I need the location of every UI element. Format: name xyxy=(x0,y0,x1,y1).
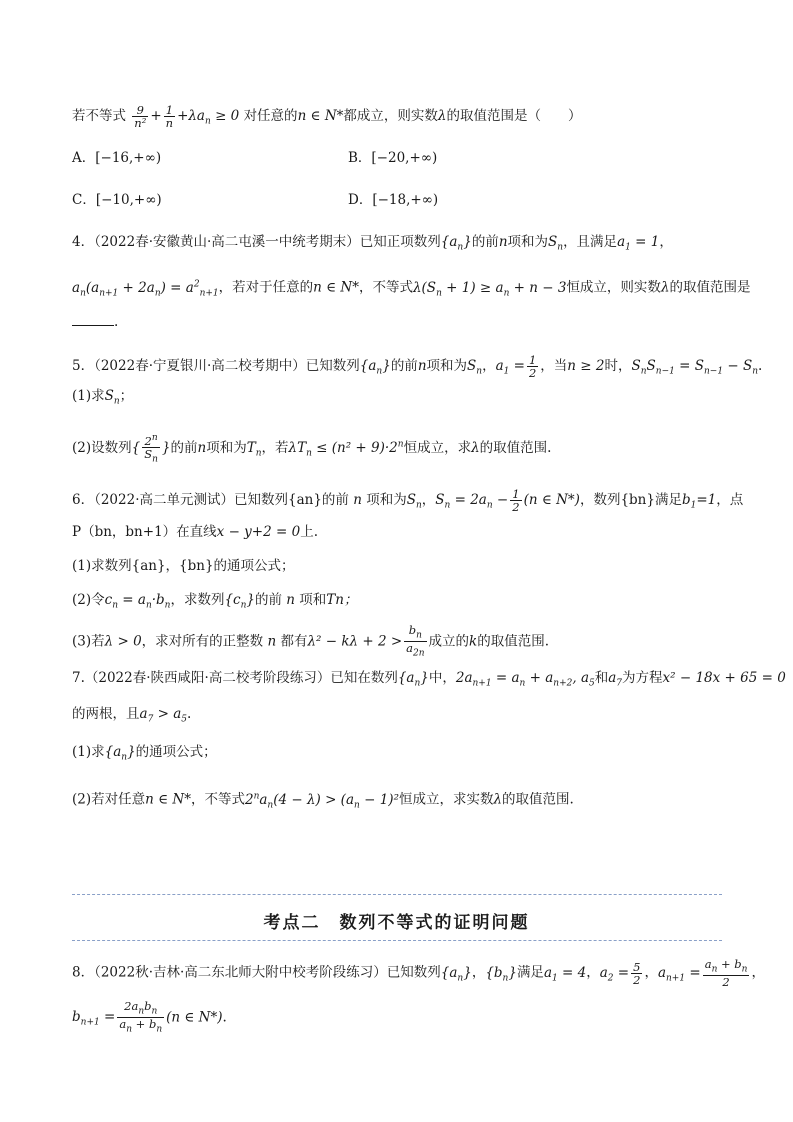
q7-part-2: (2)若对任意n ∈ N*，不等式$2^na_n(4 - \lambda) > (a_n - 1)^2$恒成立，求实数λ的取值范围. xyxy=(72,791,574,811)
q6-part-2: (2)令$c_n = a_n\cdot b_n$，求数列$\{c_n\}$的前 n 项和Tn； xyxy=(72,592,358,611)
q7-line-2: 的两根，且$a_7 > a_5$. xyxy=(72,706,192,725)
section-divider-top xyxy=(72,894,722,895)
q5-line-1: 5．（2022春·宁夏银川·高二校考期中）已知数列$\{a_n\}$的前n项和为$S_n$，$a_1$ = $\frac{1}{2}$ ，当n ≥ 2时，$S_nS_{n-1} = S_{n-1} - S_n$. xyxy=(72,353,763,380)
q3-option-c[interactable]: C．[−10,+∞) xyxy=(72,192,162,208)
q8-line-2: $b_{n+1}$ = $\frac{2a_nb_n}{a_n + b_n}$ (n ∈ N*). xyxy=(72,999,227,1035)
q3-text: 若不等式 xyxy=(72,108,126,124)
q7-part-1: (1)求$\{a_n\}$的通项公式； xyxy=(72,744,217,763)
q6-line-1: 6．（2022·高二单元测试）已知数列{an}的前 n 项和为$S_n$，$S_n = 2a_n$ − $\frac{1}{2}$ (n ∈ N*)，数列{bn}满足$b_1=1$，点 xyxy=(72,487,744,514)
q3-stem: 若不等式 $\frac{9}{\text{n²}}$ + $\frac{1}{n}$ $+\lambda a_n \ge 0$ 对任意的n ∈ N*都成立，则实数λ的取值范围是（ ） xyxy=(72,103,582,130)
q4-line-1: 4．（2022春·安徽黄山·高二屯溪一中统考期末）已知正项数列$\{a_n\}$的前n项和为$S_n$，且满足$a_1 = 1$， xyxy=(72,234,673,253)
q6-part-3: (3)若λ > 0，求对所有的正整数 n 都有λ² − kλ + 2 > $\frac{b_n}{a_{2n}}$ 成立的k的取值范围. xyxy=(72,623,550,659)
section-title: 考点二 数列不等式的证明问题 xyxy=(263,913,530,933)
q7-line-1: 7.（2022春·陕西咸阳·高二校考阶段练习）已知在数列$\{a_n\}$中，$2a_{n+1} = a_n + a_{n+2}$, $a_5$和$a_7$为方程x² − 18x + 65 = 0 xyxy=(72,670,786,689)
q4-line-2: $a_n(a_{n+1} + 2a_n) = a^2_{n+1}$，若对于任意的n ∈ N*，不等式$\lambda(S_n + 1) \ge a_n + n - 3$恒成立，则实数λ的取值范围是 xyxy=(72,279,751,299)
q5-part-1: (1)求$S_n$； xyxy=(72,388,134,407)
section-divider-bottom xyxy=(72,940,722,941)
q6-part-1: (1)求数列{an}，{bn}的通项公式； xyxy=(72,558,295,574)
q6-line-2: P（bn，bn+1）在直线x − y+2 = 0上. xyxy=(72,524,318,540)
q3-option-a[interactable]: A．[−16,+∞) xyxy=(72,150,162,166)
q5-part-2: (2)设数列{ $\frac{2^n}{S_n}$ }的前n项和为$T_n$，若$\lambda T_n \le (n^2 + 9)\cdot 2^n$恒成立，求λ的取值范围. xyxy=(72,433,552,465)
q3-option-d[interactable]: D．[−18,+∞) xyxy=(348,192,439,208)
q3-option-b[interactable]: B．[−20,+∞) xyxy=(348,150,438,166)
q4-answer-blank[interactable]: . xyxy=(72,312,118,332)
q8-line-1: 8．（2022秋·吉林·高二东北师大附中校考阶段练习）已知数列$\{a_n\}$，$\{b_n\}$满足$a_1 = 4$，$a_2$ = $\frac{5}{2}$ ，$a_{n+1}$ = $\frac{a_n + b_n}{2}$ ， xyxy=(72,957,765,990)
